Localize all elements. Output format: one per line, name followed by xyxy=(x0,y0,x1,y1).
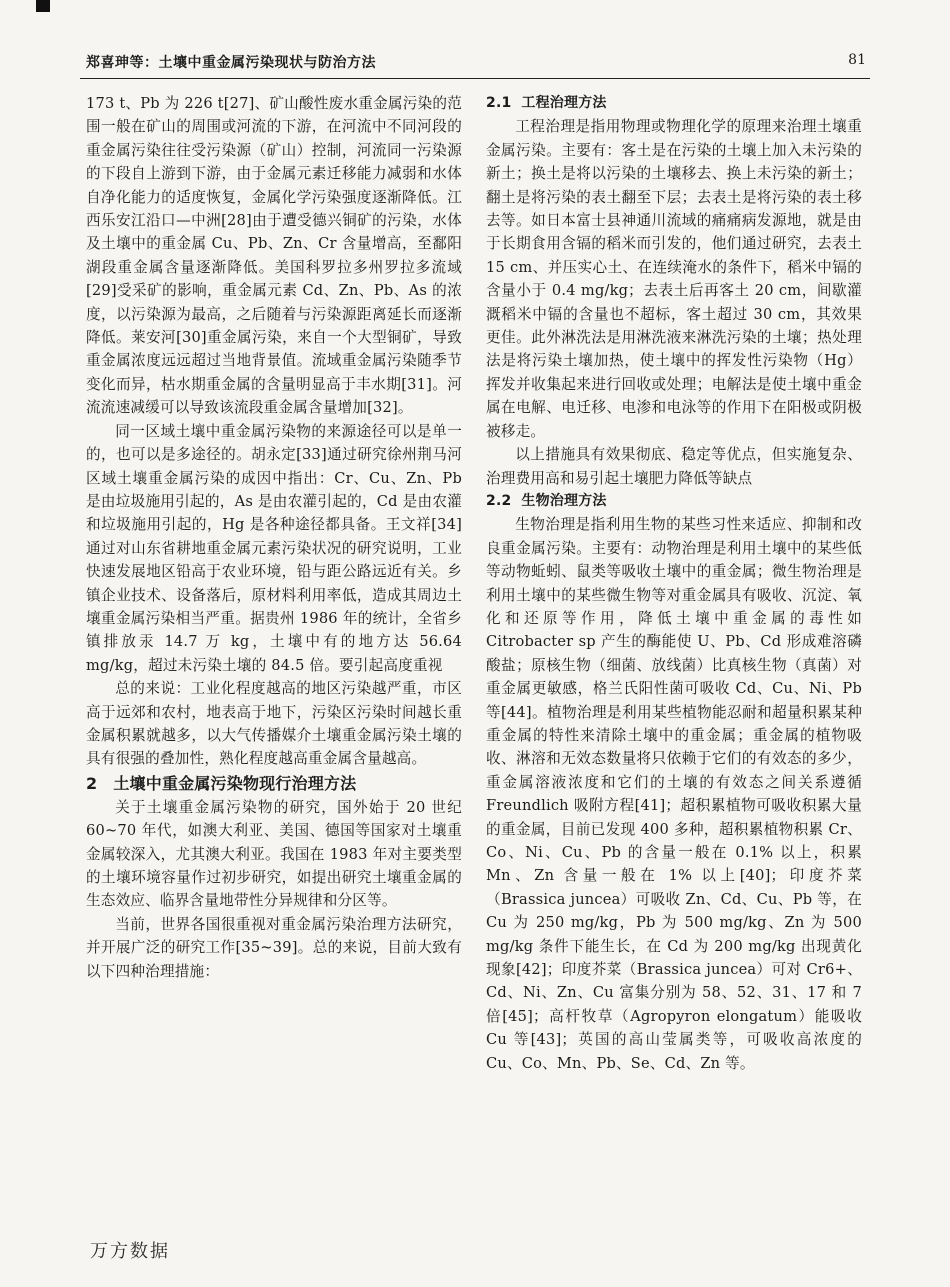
section-number: 2 xyxy=(86,773,98,793)
section-title: 土壤中重金属污染物现行治理方法 xyxy=(113,773,357,793)
paragraph: 工程治理是指用物理或物理化学的原理来治理土壤重金属污染。主要有：客土是在污染的土壤上加入未污染的新土；换土是将以污染的土壤移去、换上未污染的新土；翻土是将污染的表土翻至下层；去表土是将污染的表土移去等。如日本富士县神通川流域的痛痛病发源地，就是由于长期食用含镉的稻米而引发的，他们通过研究，去表土 15 cm、并压实心土、在连续淹水的条件下，稻米中镉的含量小于 0.4 mg/kg；去表土后再客土 20 cm，间歇灌溉稻米中镉的含量也不超标，客土超过 30 cm，其效果更佳。此外淋洗法是用淋洗液来淋洗污染的土壤；热处理法是将污染土壤加热，使土壤中的挥发性污染物（Hg）挥发并收集起来进行回收或处理；电解法是使土壤中重金属在电解、电迁移、电渗和电泳等的作用下在阳极或阴极被移走。 xyxy=(486,118,862,440)
running-header-title: 郑喜珅等：土壤中重金属污染现状与防治方法 xyxy=(86,55,376,71)
header-rule xyxy=(80,78,870,79)
footer-watermark: 万方数据 xyxy=(90,1241,170,1262)
section-heading xyxy=(86,771,462,796)
paragraph: 同一区域土壤中重金属污染物的来源途径可以是单一的，也可以是多途径的。胡永定[33]通过研究徐州荆马河区域土壤重金属污染的成因中指出：Cr、Cu、Zn、Pb 是由垃圾施用引起的，As 是由农灌引起的，Cd 是由农灌和垃圾施用引起的，Hg 是各种途径都具备。王文祥[34]通过对山东省耕地重金属元素污染状况的研究说明，工业快速发展地区铅高于农业环境，铅与距公路远近有关。乡镇企业技术、设备落后，原材料利用率低，造成其周边土壤重金属污染相当严重。据贵州 1986 年的统计，全省乡镇排放汞 14.7 万 kg，土壤中有的地方达 56.64 mg/kg，超过未污染土壤的 84.5 倍。要引起高度重视 xyxy=(86,422,462,674)
paragraph: 173 t、Pb 为 226 t[27]、矿山酸性废水重金属污染的范围一般在矿山的周围或河流的下游，在河流中不同河段的重金属污染往往受污染源（矿山）控制，河流同一污染源的下段自上游到下游，由于金属元素迁移能力减弱和水体自净化能力的适度恢复，金属化学污染强度逐渐降低。江西乐安江沿口—中洲[28]由于遭受德兴铜矿的污染，水体及土壤中的重金属 Cu、Pb、Zn、Cr 含量增高，至鄱阳湖段重金属含量逐渐降低。美国科罗拉多州罗拉多流域[29]受采矿的影响，重金属元素 Cd、Zn、Pb、As 的浓度，以污染源为最高，之后随着与污染源距离延长而逐渐降低。莱安河[30]重金属污染，来自一个大型铜矿，导致重金属浓度远远超过当地背景值。流域重金属污染随季节变化而异，枯水期重金属的含量明显高于丰水期[31]。河流流速减缓可以导致该流段重金属含量增加[32]。 xyxy=(86,95,462,417)
paragraph: 关于土壤重金属污染物的研究，国外始于 20 世纪 60~70 年代，如澳大利亚、美国、德国等国家对土壤重金属较深入，尤其澳大利亚。我国在 1983 年对主要类型的土壤环境容量作过初步研究，如提出研究土壤重金属的生态效应、临界含量地带性分异规律和分区等。 xyxy=(86,798,462,910)
subsection-number: 2.1 xyxy=(486,95,512,111)
paragraph: 生物治理是指利用生物的某些习性来适应、抑制和改良重金属污染。主要有：动物治理是利用土壤中的某些低等动物蚯蚓、鼠类等吸收土壤中的重金属；微生物治理是利用土壤中的某些微生物等对重金属具有吸收、沉淀、氧化和还原等作用，降低土壤中重金属的毒性如 Citrobacter sp 产生的酶能使 U、Pb、Cd 形成难溶磷酸盐；原核生物（细菌、放线菌）比真核生物（真菌）对重金属更敏感，格兰氏阳性菌可吸收 Cd、Cu、Ni、Pb 等[44]。植物治理是利用某些植物能忍耐和超量积累某种重金属的特性来清除土壤中的重金属；重金属的植物吸收、淋溶和无效态数量将只依赖于它们的有效态的多少，重金属溶液浓度和它们的土壤的有效态之间关系遵循 Freundlich 吸附方程[41]；超积累植物可吸收积累大量的重金属，目前已发现 400 多种，超积累植物积累 Cr、Co、Ni、Cu、Pb 的含量一般在 0.1% 以上，积累 Mn、Zn 含量一般在 1% 以上[40]；印度芥菜（Brassica juncea）可吸收 Zn、Cd、Cu、Pb 等，在 Cu 为 250 mg/kg，Pb 为 500 mg/kg、Zn 为 500 mg/kg 条件下能生长，在 Cd 为 200 mg/kg 出现黄化现象[42]；印度芥菜（Brassica juncea）可对 Cr6+、Cd、Ni、Zn、Cu 富集分别为 58、52、31、17 和 7 倍[45]；高杆牧草（Agropyron elongatum）能吸收 Cu 等[43]；英国的高山莹属类等，可吸收高浓度的 Cu、Co、Mn、Pb、Se、Cd、Zn 等。 xyxy=(486,516,862,1072)
subsection-number: 2.2 xyxy=(486,492,512,509)
paragraph: 以上措施具有效果彻底、稳定等优点，但实施复杂、治理费用高和易引起土壤肥力降低等缺点 xyxy=(486,446,862,487)
subsection-heading xyxy=(486,92,862,115)
subsection-title: 生物治理方法 xyxy=(521,492,607,509)
scan-corner-mark xyxy=(36,0,50,12)
paragraph: 当前，世界各国很重视对重金属污染治理方法研究，并开展广泛的研究工作[35~39]。总的来说，目前大致有以下四种治理措施： xyxy=(86,915,462,980)
running-header xyxy=(86,52,866,78)
page-number: 81 xyxy=(848,52,866,68)
right-column xyxy=(486,92,862,1075)
subsection-title: 工程治理方法 xyxy=(521,95,607,111)
left-column xyxy=(86,92,462,983)
paragraph: 总的来说：工业化程度越高的地区污染越严重，市区高于远郊和农村，地表高于地下，污染区污染时间越长重金属积累就越多，以大气传播媒介土壤重金属污染土壤的具有很强的叠加性，熟化程度越高重金属含量越高。 xyxy=(86,680,462,768)
subsection-heading xyxy=(486,490,862,513)
